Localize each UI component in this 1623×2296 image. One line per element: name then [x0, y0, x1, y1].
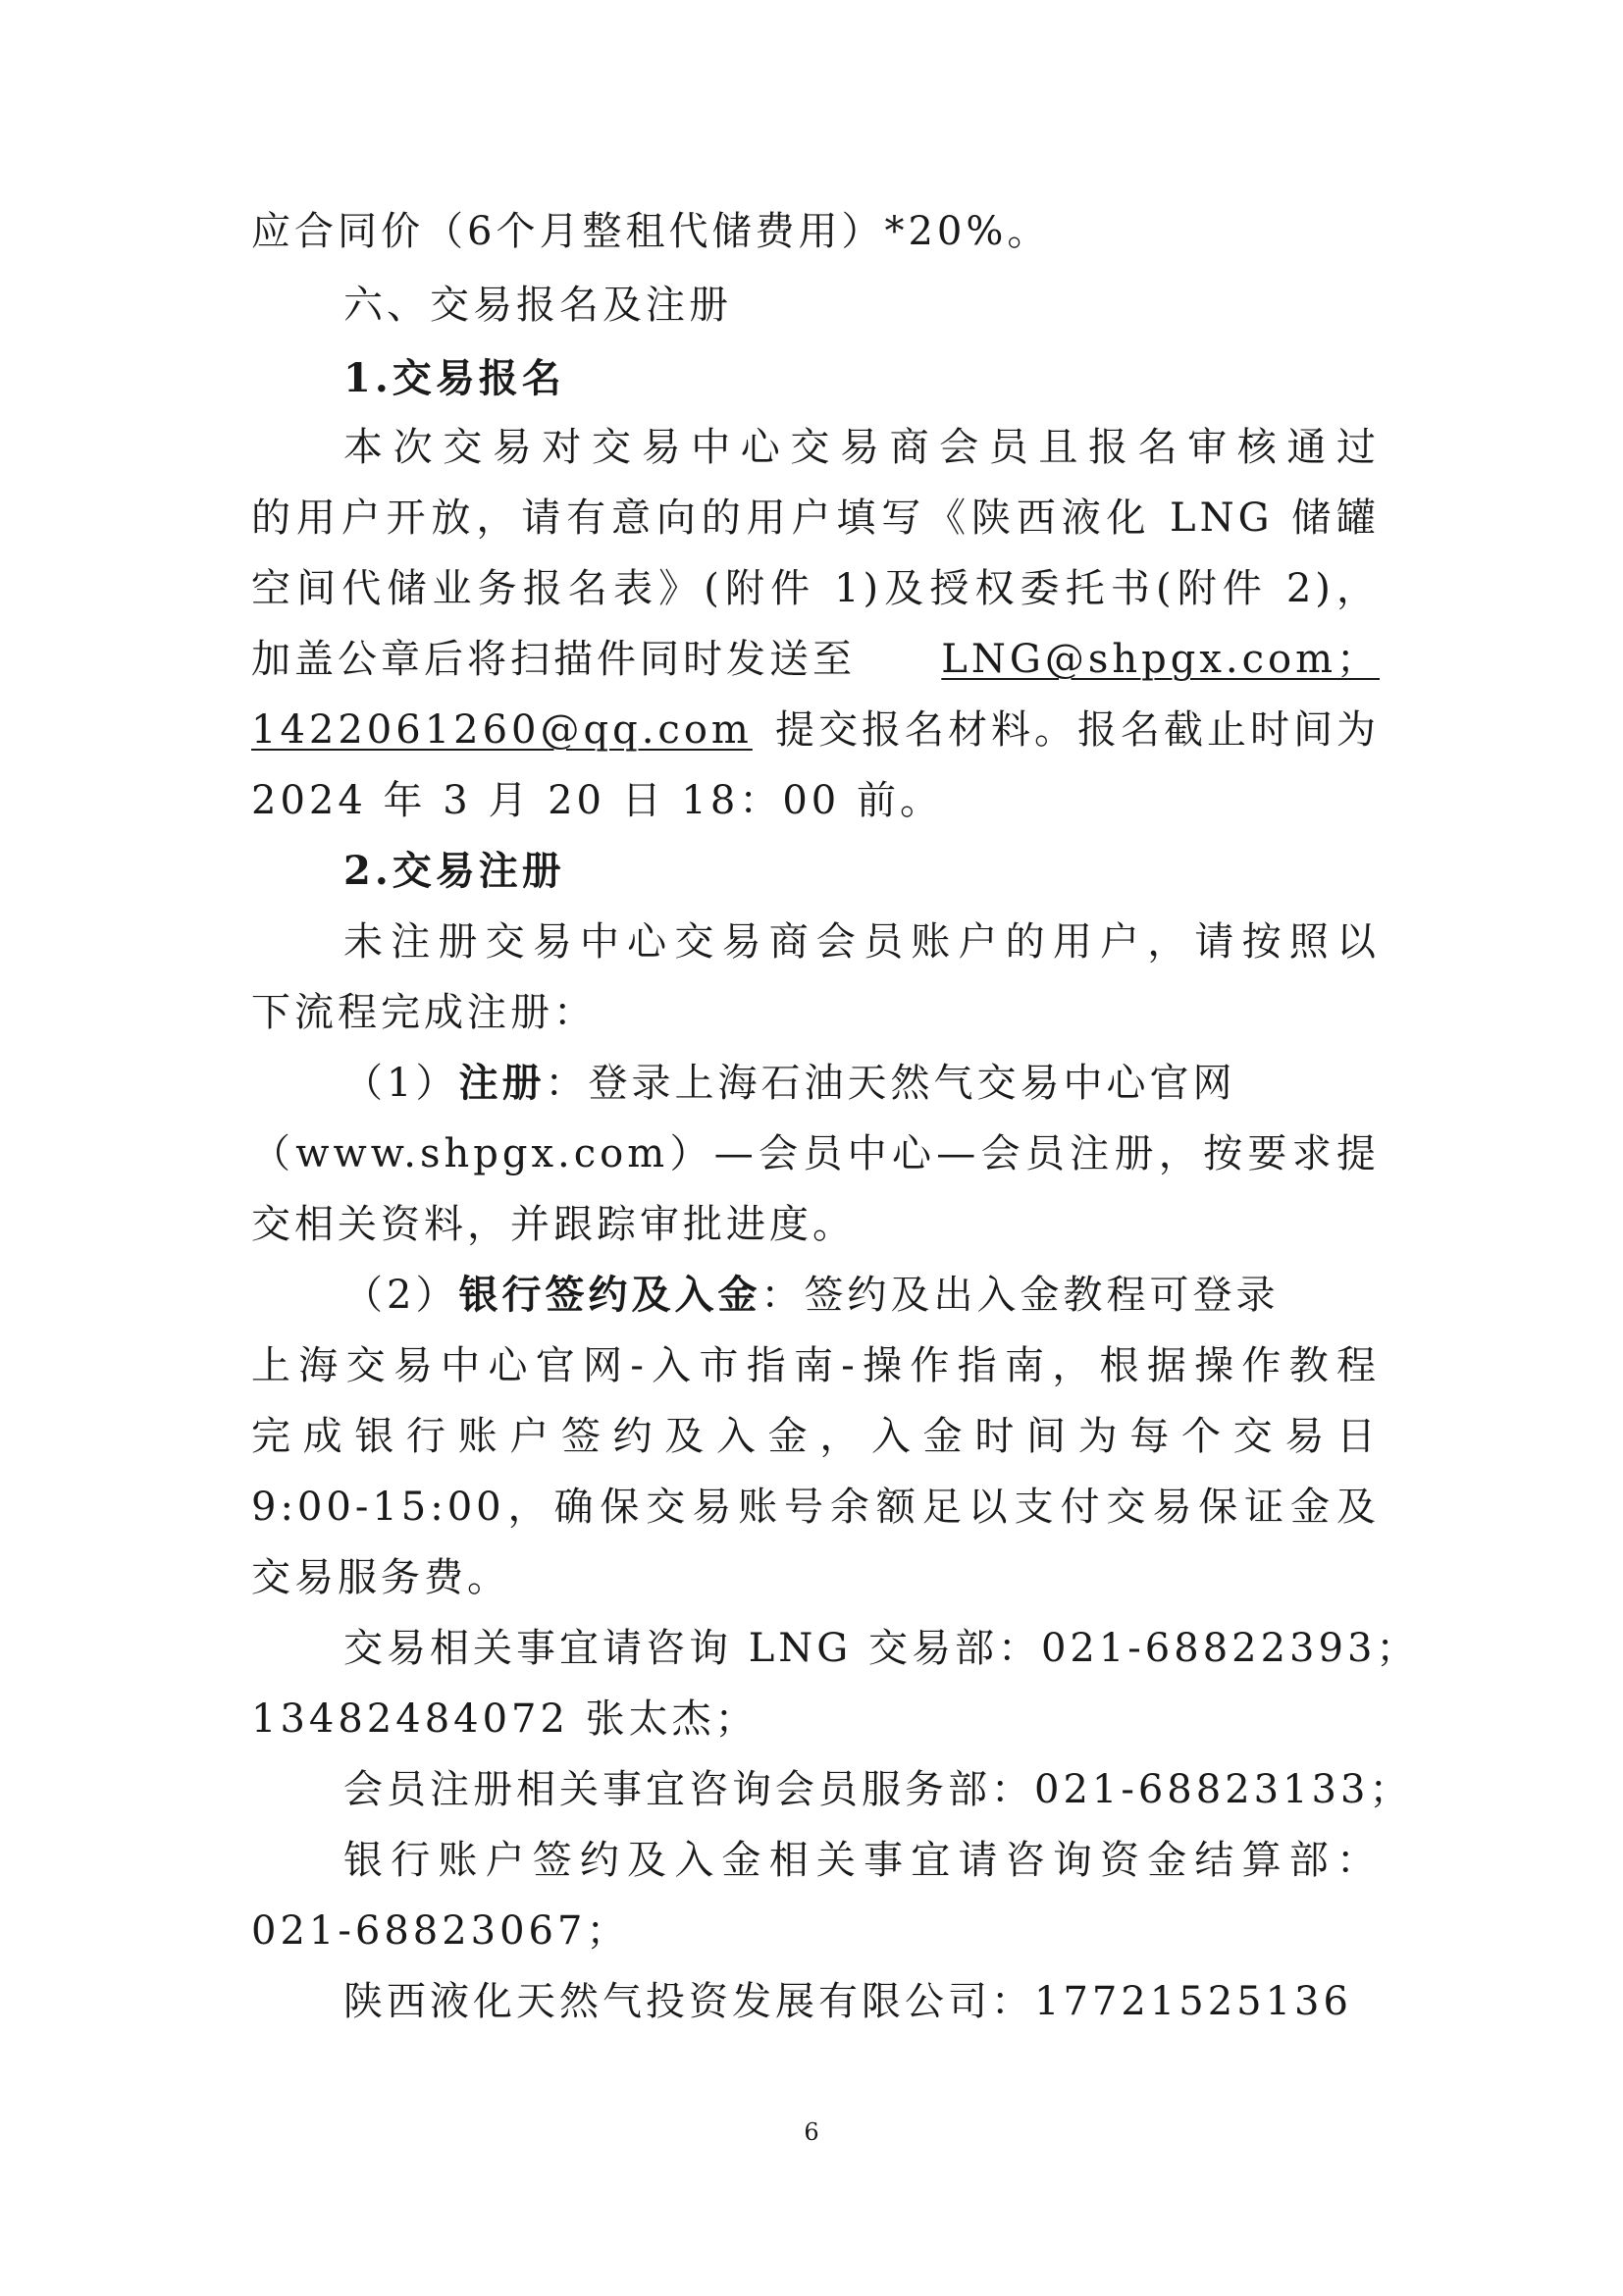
subsection-heading: 1.交易报名	[343, 355, 565, 401]
contact-line: 会员注册相关事宜咨询会员服务部：021-68823133；	[343, 1767, 1413, 1812]
step-title: 银行签约及入金	[458, 1272, 761, 1318]
text-line: 应合同价（6个月整租代储费用）*20%。	[251, 209, 1051, 254]
text-line: 的用户开放，请有意向的用户填写《陕西液化 LNG 储罐	[251, 496, 1380, 541]
text-line: 交相关资料，并跟踪审批进度。	[251, 1202, 856, 1247]
text-line: 9:00-15:00，确保交易账号余额足以支付交易保证金及	[251, 1485, 1380, 1530]
page-number: 6	[804, 2118, 819, 2146]
contact-line: 交易相关事宜请咨询 LNG 交易部：021-68822393；	[343, 1626, 1420, 1671]
text-fragment: 提交报名材料。报名截止时间为	[775, 707, 1380, 753]
contact-line: 021-68823067；	[251, 1908, 630, 1954]
contact-line: 银行账户签约及入金相关事宜请咨询资金结算部：	[343, 1838, 1380, 1883]
text-line	[251, 704, 1380, 756]
text-line: 2024 年 3 月 20 日 18：00 前。	[251, 778, 943, 823]
step-title: 注册	[458, 1060, 546, 1106]
contact-line: 13482484072 张太杰；	[251, 1696, 759, 1742]
text-line	[343, 1270, 1380, 1321]
text-line: 空间代储业务报名表》(附件 1)及授权委托书(附件 2)，	[251, 566, 1380, 611]
email-link[interactable]: 1422061260@qq.com	[251, 707, 753, 753]
text-line: 下流程完成注册：	[251, 990, 597, 1035]
text-line	[343, 1058, 1380, 1109]
contact-line: 陕西液化天然气投资发展有限公司：17721525136	[343, 1979, 1352, 2024]
text-line: 未注册交易中心交易商会员账户的用户，请按照以	[343, 919, 1380, 965]
text-line: 完成银行账户签约及入金，入金时间为每个交易日	[251, 1414, 1380, 1459]
step-number: （1）	[343, 1061, 459, 1106]
text-line: （www.shpgx.com）—会员中心—会员注册，按要求提	[251, 1131, 1380, 1176]
text-line: 本次交易对交易中心交易商会员且报名审核通过	[343, 425, 1380, 470]
text-fragment: ：登录上海石油天然气交易中心官网	[545, 1061, 1236, 1106]
text-line	[251, 634, 1380, 685]
subsection-heading: 2.交易注册	[343, 848, 565, 894]
text-fragment: 加盖公章后将扫描件同时发送至	[251, 637, 856, 682]
section-heading: 六、交易报名及注册	[343, 283, 732, 328]
text-fragment: ：签约及出入金教程可登录	[760, 1273, 1280, 1318]
step-number: （2）	[343, 1273, 459, 1318]
text-line: 上海交易中心官网-入市指南-操作指南，根据操作教程	[251, 1343, 1380, 1388]
email-link[interactable]: LNG@shpgx.com；	[941, 637, 1380, 682]
text-line: 交易服务费。	[251, 1555, 510, 1600]
